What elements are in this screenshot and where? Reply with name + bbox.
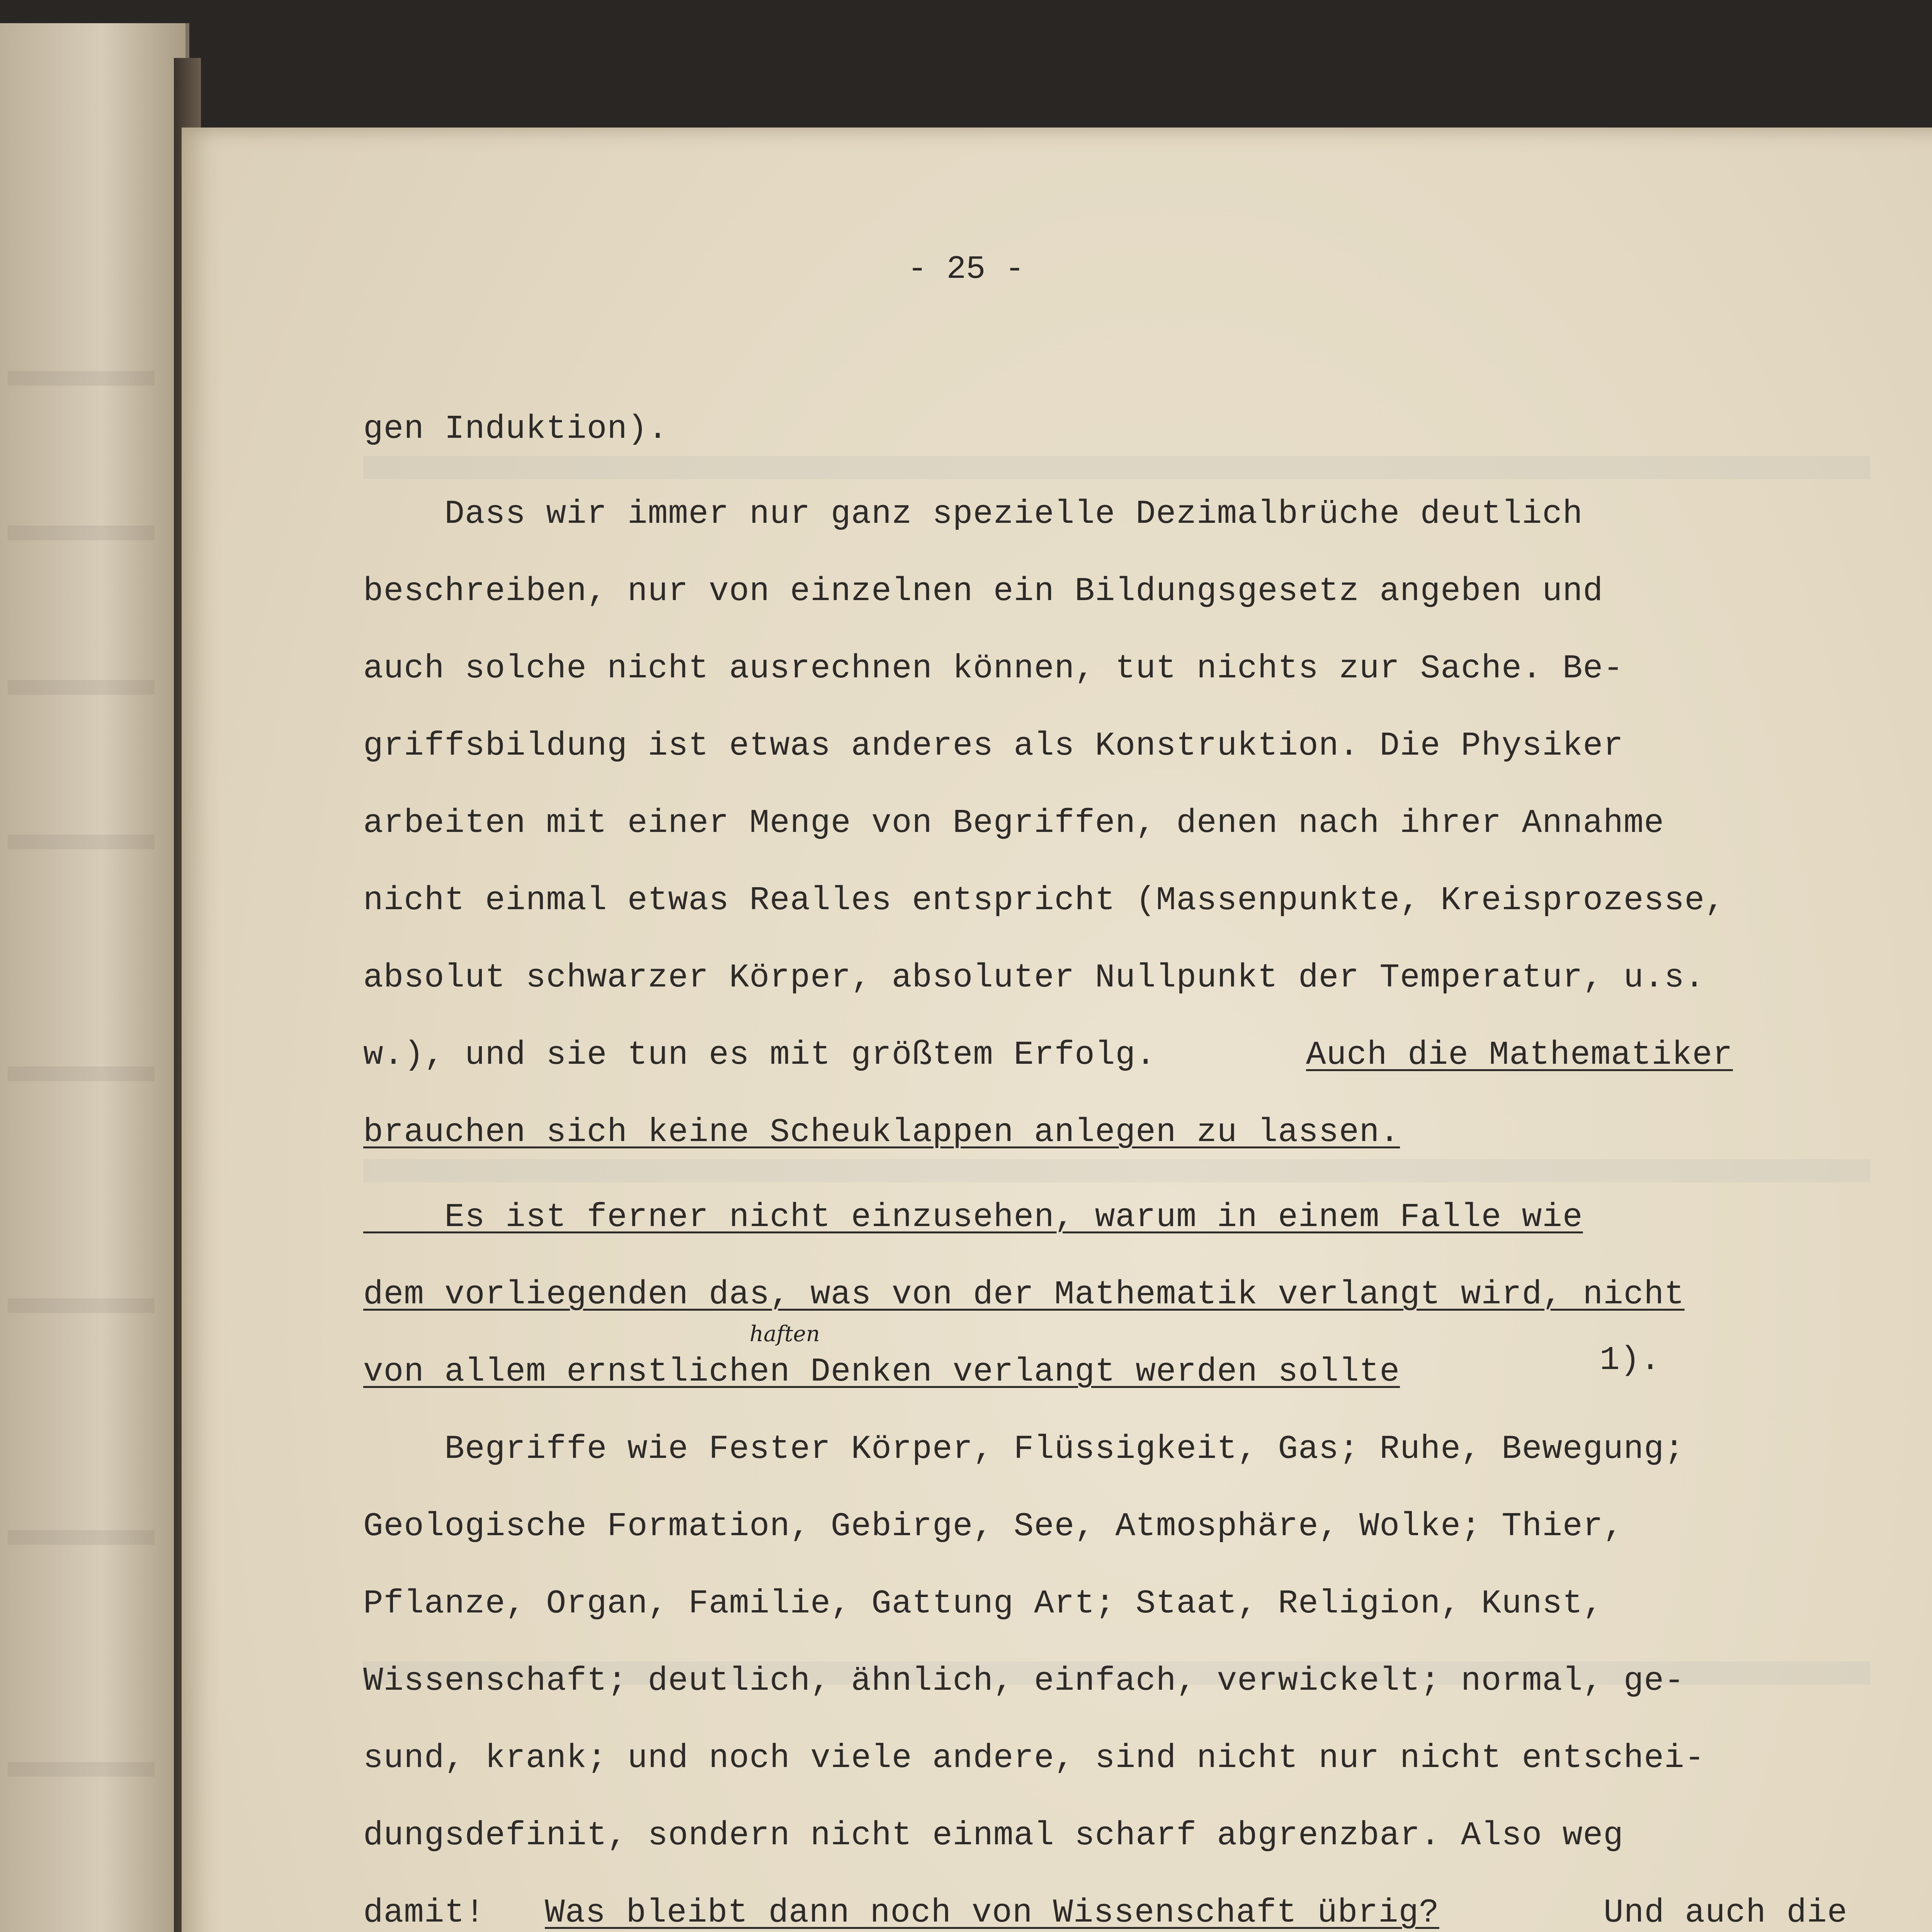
left-page-text-shadow [8, 1530, 155, 1545]
underlined-phrase: Auch die Mathematiker [1306, 1036, 1733, 1074]
left-page-text-shadow [8, 1762, 155, 1777]
body-line: nicht einmal etwas Realles entspricht (Massenpunkte, Kreisprozesse, [363, 881, 1725, 919]
body-line: gen Induktion). [363, 410, 668, 448]
left-page-text-shadow [8, 1066, 155, 1081]
body-line: sund, krank; und noch viele andere, sind nicht nur nicht entschei- [363, 1739, 1705, 1777]
underlined-phrase: Was bleibt dann noch von Wissenschaft übrig? [545, 1894, 1439, 1932]
body-line: dungsdefinit, sondern nicht einmal scharf abgrenzbar. Also weg [363, 1816, 1624, 1854]
body-line: griffsbildung ist etwas anderes als Konstruktion. Die Physiker [363, 727, 1624, 765]
underlined-phrase: brauchen sich keine Scheuklappen anlegen zu lassen. [363, 1113, 1400, 1151]
body-line: Wissenschaft; deutlich, ähnlich, einfach, verwickelt; normal, ge- [363, 1662, 1685, 1700]
left-page-text-shadow [8, 526, 155, 540]
body-line: Dass wir immer nur ganz spezielle Dezimalbrüche deutlich [363, 495, 1583, 533]
left-page-text-shadow [8, 835, 155, 849]
left-page-text-shadow [8, 371, 155, 386]
show-through-text [363, 456, 1870, 479]
underlined-paragraph-line: dem vorliegenden das, was von der Mathematik verlangt wird, nicht [363, 1276, 1685, 1313]
left-page-text-shadow [8, 680, 155, 695]
body-line: Geologische Formation, Gebirge, See, Atmosphäre, Wolke; Thier, [363, 1507, 1624, 1545]
page-number: - 25 - [907, 251, 1025, 288]
body-line: damit! [363, 1894, 485, 1932]
show-through-text [363, 1159, 1870, 1182]
body-line: beschreiben, nur von einzelnen ein Bildungsgesetz angeben und [363, 572, 1604, 610]
footnote-reference: 1). [1600, 1341, 1661, 1379]
body-line: arbeiten mit einer Menge von Begriffen, denen nach ihrer Annahme [363, 804, 1664, 842]
underlined-paragraph-line: Es ist ferner nicht einzusehen, warum in einem Falle wie [363, 1198, 1583, 1236]
underlined-paragraph-line: von allem ernstlichen Denken verlangt werden sollte [363, 1353, 1400, 1391]
body-line: auch solche nicht ausrechnen können, tut nichts zur Sache. Be- [363, 650, 1624, 687]
body-line: Begriffe wie Fester Körper, Flüssigkeit, Gas; Ruhe, Bewegung; [363, 1430, 1685, 1468]
left-facing-page [0, 23, 189, 1932]
handwritten-correction: haften [750, 1321, 820, 1347]
body-line: w.), und sie tun es mit größtem Erfolg. [363, 1036, 1156, 1074]
body-line: Pflanze, Organ, Familie, Gattung Art; Staat, Religion, Kunst, [363, 1585, 1604, 1622]
left-page-text-shadow [8, 1298, 155, 1313]
body-line: absolut schwarzer Körper, absoluter Nullpunkt der Temperatur, u.s. [363, 959, 1705, 997]
body-line: Und auch die [1604, 1894, 1848, 1932]
